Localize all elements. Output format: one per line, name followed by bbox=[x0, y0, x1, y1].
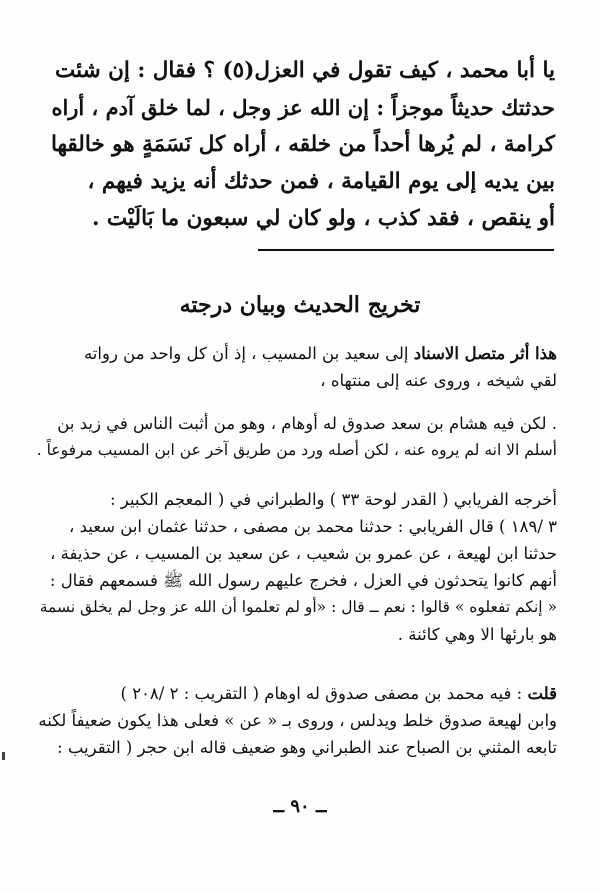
paragraph-line: هو بارئها الا وهي كائنة . bbox=[397, 625, 557, 644]
paragraph-line: أخرجه الفريابي ( القدر لوحة ٣٣ ) والطبراني في ( المعجم الكبير : bbox=[110, 490, 557, 509]
paragraph-qultu bbox=[33, 680, 557, 761]
paragraph-lead: هذا أثر متصل الاسناد bbox=[413, 344, 557, 363]
paragraph-isnad bbox=[33, 340, 557, 394]
page-number: ــ ٩٠ ــ bbox=[273, 796, 327, 817]
paragraph-line: وابن لهيعة صدوق خلط ويدلس ، وروى بـ « عن » فعلى هذا يكون ضعيفاً لكنه bbox=[38, 711, 557, 730]
paragraph-lead: قلت bbox=[527, 684, 557, 703]
paragraph-line: أسلم الا انه لم يروه عنه ، لكن أصله ورد من طريق آخر عن ابن المسيب مرفوعاً . bbox=[36, 441, 557, 459]
paragraph-line: هذا أثر متصل الاسناد إلى سعيد بن المسيب ، إذ أن كل واحد من رواته bbox=[83, 344, 557, 363]
paragraph-line: أنهم كانوا يتحدثون في العزل ، فخرج عليهم رسول الله ﷺ فسمعهم فقال : bbox=[49, 571, 557, 590]
paragraph-hisham bbox=[33, 410, 557, 464]
paragraph-line: . لكن فيه هشام بن سعد صدوق له أوهام ، وهو من أثبت الناس في زيد بن bbox=[57, 414, 557, 433]
paragraph-line: حدثنا ابن لهيعة ، عن عمرو بن شعيب ، عن سعيد بن المسيب ، عن حذيفة ، bbox=[50, 544, 557, 563]
paragraph-line: ٣ /١٨٩ ) قال الفريابي : حدثنا محمد بن مصفى ، حدثنا عثمان ابن سعيد ، bbox=[69, 517, 557, 536]
hadith-line: بين يديه إلى يوم القيامة ، فمن حدثك أنه يزيد فيهم ، bbox=[87, 169, 555, 194]
hadith-line: أو ينقص ، فقد كذب ، ولو كان لي سبعون ما بَالَيْت . bbox=[91, 206, 555, 231]
hadith-line: حدثتك حديثاً موجزاً : إن الله عز وجل ، لما خلق آدم ، أراه bbox=[51, 95, 555, 120]
scan-speck bbox=[2, 752, 5, 760]
paragraph-line: لقي شيخه ، وروى عنه إلى منتهاه ، bbox=[320, 371, 557, 390]
hadith-line: يا أبا محمد ، كيف تقول في العزل(٥) ؟ فقال : إن شئت bbox=[54, 58, 555, 83]
paragraph-takhrij bbox=[33, 486, 557, 648]
hadith-text-block bbox=[40, 52, 555, 237]
paragraph-line: قلت : فيه محمد بن مصفى صدوق له اوهام ( التقريب : ٢ /٢٠٨ ) bbox=[120, 684, 557, 703]
section-title: تخريج الحديث وبيان درجته bbox=[179, 292, 421, 318]
hadith-line: كرامة ، لم يُرها أحداً من خلقه ، أراه كل نَسَمَةٍ هو خالقها bbox=[50, 132, 555, 157]
paragraph-line: تابعه المثني بن الصباح عند الطبراني وهو ضعيف قاله ابن حجر ( التقريب : bbox=[57, 738, 557, 757]
section-separator-rule bbox=[258, 249, 554, 251]
paragraph-line: « إنكم تفعلوه » قالوا : نعم ــ قال : «أو لم تعلموا أن الله عز وجل لم يخلق نسمة bbox=[39, 598, 557, 616]
